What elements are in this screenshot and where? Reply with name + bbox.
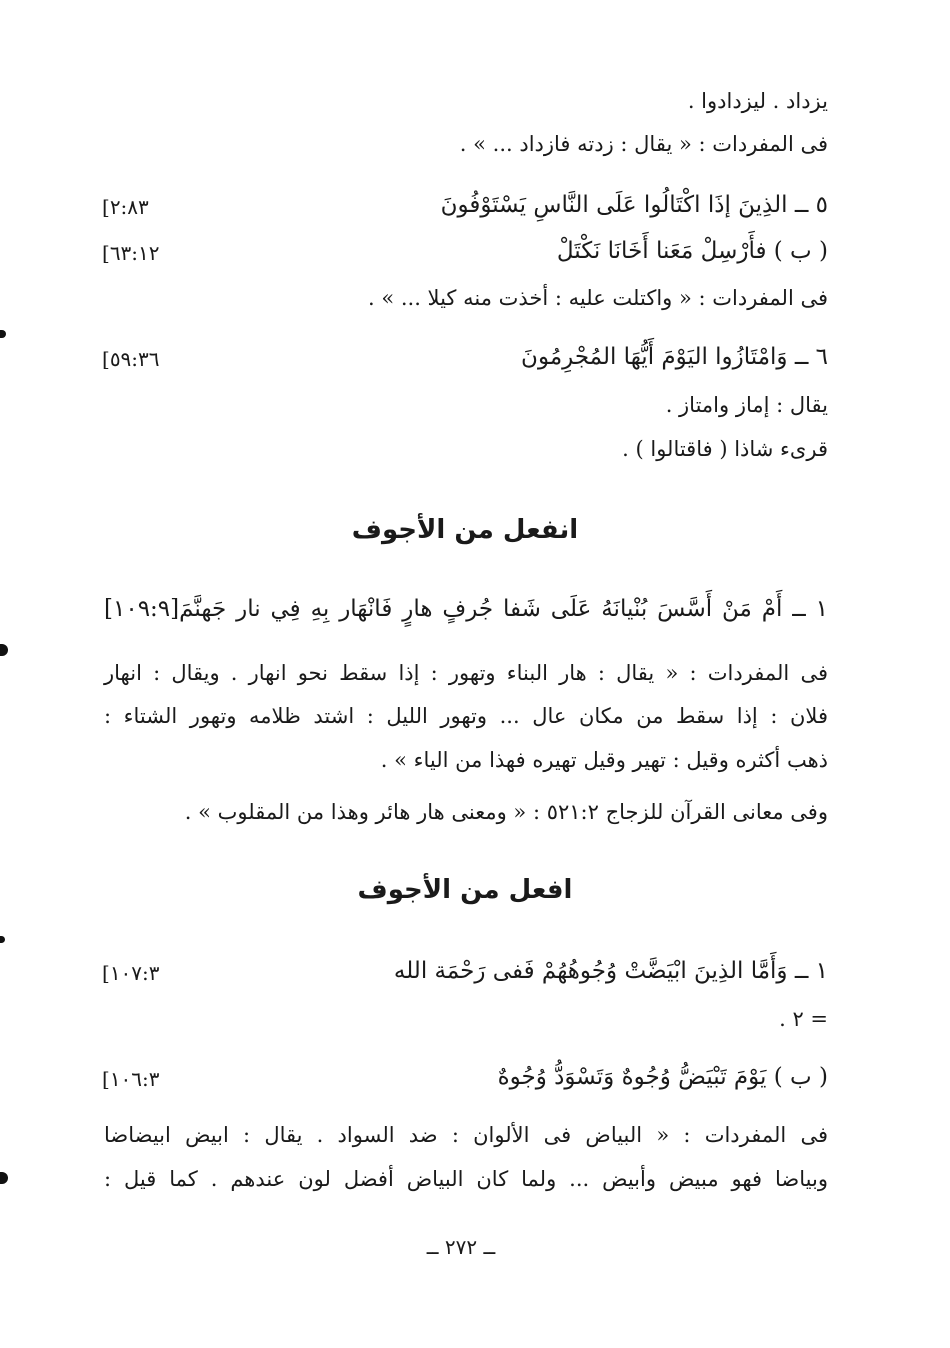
text-line: فى المفردات : « يقال : زدته فازداد ... » . (459, 132, 828, 156)
text-line: يزداد . ليزدادوا . (687, 89, 828, 113)
verse-reference: [٢:٨٣ (102, 195, 149, 219)
verse-reference: [١٠٧:٣ (102, 961, 160, 985)
paragraph-line: وفى معانى القرآن للزجاج ٥٢١:٢ : « ومعنى هار هائر وهذا من المقلوب » . (184, 800, 828, 824)
verse-line: ١ ــ أَمْ مَنْ أَسَّسَ بُنْيانَهُ عَلَى شَفا جُرفٍ هارٍ فَانْهَار بِهِ فِي نار جَهنَّمَ[١٠٩:٩] (104, 596, 828, 622)
verse-reference: [١٠٦:٣ (102, 1067, 160, 1091)
text-line: قرىء شاذا ( فاقتالوا ) . (622, 437, 828, 461)
verse-line: ٥ ــ الذِينَ إذَا اكْتَالُوا عَلَى النَّاسِ يَسْتَوْفُونَ (440, 192, 828, 218)
verse-reference: [٥٩:٣٦ (102, 347, 160, 371)
paragraph-line: فى المفردات : « البياض فى الألوان : ضد السواد . يقال : ابيض ابيضاضا (104, 1123, 828, 1147)
verse-line: ١ ــ وَأَمَّا الذِينَ ابْيَضَّتْ وُجُوهُهُمْ فَفى رَحْمَة الله (393, 958, 828, 984)
verse-reference: [٦٣:١٢ (102, 241, 160, 265)
scan-mark (0, 330, 6, 338)
scan-mark (0, 644, 8, 656)
text-line: = ٢ . (779, 1007, 828, 1031)
scan-mark (0, 936, 5, 943)
paragraph-line: فلان : إذا سقط من مكان عال ... وتهور الليل : اشتد ظلامه وتهور الشتاء : (104, 704, 828, 728)
paragraph-line: وبياضا فهو مبيض وأبيض ... ولما كان البياض أفضل لون عندهم . كما قيل : (104, 1167, 828, 1191)
paragraph-line: فى المفردات : « يقال : هار البناء وتهور : إذا سقط نحو انهار . ويقال : انهار (104, 661, 828, 685)
section-heading: انفعل من الأجوف (351, 515, 579, 545)
paragraph-line: ذهب أكثره وقيل : تهير وقيل تهيره فهذا من الياء » . (380, 748, 828, 772)
section-heading: افعل من الأجوف (357, 875, 573, 905)
text-line: يقال : إماز وامتاز . (665, 393, 828, 417)
scan-mark (0, 1172, 8, 1184)
verse-line: ( ب ) يَوْمَ تَبْيَضُّ وُجُوهٌ وَتَسْوَدُّ وُجُوهٌ (497, 1064, 828, 1090)
verse-line: ( ب ) فأَرْسِلْ مَعَنا أَخَانَا نَكْتَلْ (556, 238, 828, 264)
page-number: ــ ٢٧٢ ــ (426, 1235, 496, 1259)
verse-line: ٦ ــ وَامْتَازُوا اليَوْمَ أَيُّهَا المُجْرِمُونَ (521, 344, 828, 370)
text-line: فى المفردات : « واكتلت عليه : أخذت منه كيلا ... » . (367, 286, 828, 310)
